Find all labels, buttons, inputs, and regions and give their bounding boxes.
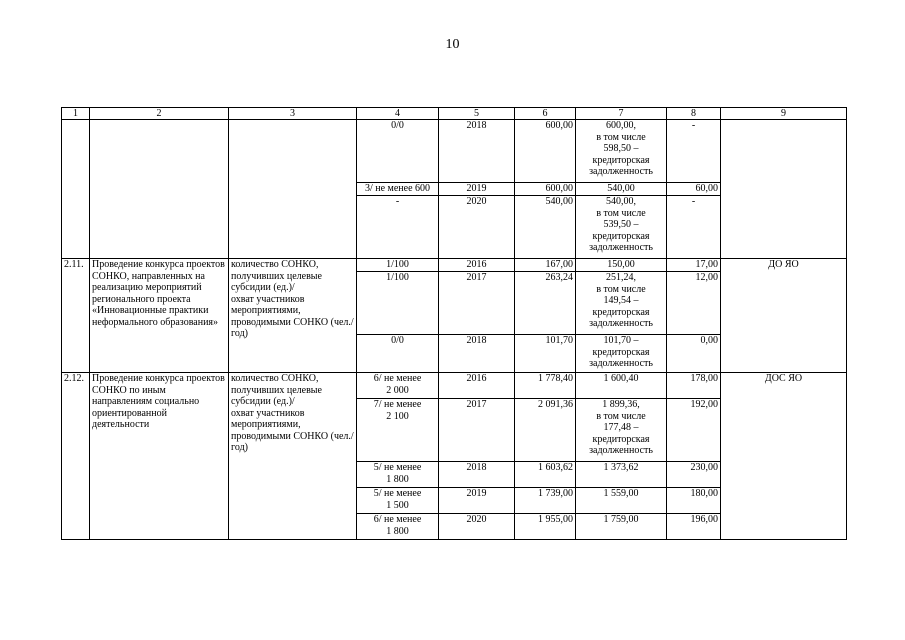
amount-cell: 17,00: [667, 259, 721, 272]
responsible-cell: [721, 120, 847, 259]
amount-cell: 1 739,00: [515, 488, 576, 514]
target-cell: 5/ не менее 1 500: [357, 488, 439, 514]
amount-cell: 0,00: [667, 335, 721, 373]
indicator-cell: количество СОНКО, получивших целевые субсидии (ед.)/ охват участников мероприятиями, проводимыми СОНКО (чел./год): [229, 259, 357, 373]
indicator-cell: количество СОНКО, получивших целевые субсидии (ед.)/ охват участников мероприятиями, проводимыми СОНКО (чел./год): [229, 373, 357, 540]
amount-cell: 600,00: [515, 183, 576, 196]
amount-cell: 196,00: [667, 514, 721, 540]
header-cell: 7: [576, 108, 667, 120]
target-cell: 6/ не менее 2 000: [357, 373, 439, 399]
desc-cell: [90, 120, 229, 259]
header-cell: 9: [721, 108, 847, 120]
num-cell: 2.11.: [62, 259, 90, 373]
table-row: [62, 259, 847, 272]
desc-cell: Проведение конкурса проектов СОНКО по иным направлениям социально ориентированной деятельности: [90, 373, 229, 540]
amount-cell: 178,00: [667, 373, 721, 399]
amount-cell: 230,00: [667, 462, 721, 488]
num-cell: [62, 120, 90, 259]
amount-cell: 2 091,36: [515, 399, 576, 462]
amount-detail-cell: 150,00: [576, 259, 667, 272]
amount-detail-cell: 540,00, в том числе 539,50 – кредиторская задолженность: [576, 196, 667, 259]
num-cell: 2.12.: [62, 373, 90, 540]
amount-cell: -: [667, 196, 721, 259]
header-cell: 6: [515, 108, 576, 120]
header-row: [62, 108, 847, 120]
year-cell: 2016: [439, 259, 515, 272]
header-cell: 2: [90, 108, 229, 120]
year-cell: 2018: [439, 120, 515, 183]
amount-cell: 1 955,00: [515, 514, 576, 540]
target-cell: 1/100: [357, 259, 439, 272]
amount-cell: 1 603,62: [515, 462, 576, 488]
year-cell: 2018: [439, 335, 515, 373]
responsible-cell: ДОС ЯО: [721, 373, 847, 540]
table-row: [62, 373, 847, 399]
amount-detail-cell: 1 600,40: [576, 373, 667, 399]
target-cell: -: [357, 196, 439, 259]
program-table: [61, 107, 847, 540]
target-cell: 0/0: [357, 335, 439, 373]
amount-detail-cell: 251,24, в том числе 149,54 – кредиторская задолженность: [576, 272, 667, 335]
header-cell: 8: [667, 108, 721, 120]
target-cell: 7/ не менее 2 100: [357, 399, 439, 462]
target-cell: 6/ не менее 1 800: [357, 514, 439, 540]
amount-cell: 12,00: [667, 272, 721, 335]
responsible-cell: ДО ЯО: [721, 259, 847, 373]
header-cell: 5: [439, 108, 515, 120]
amount-detail-cell: 1 899,36, в том числе 177,48 – кредиторская задолженность: [576, 399, 667, 462]
amount-cell: -: [667, 120, 721, 183]
year-cell: 2016: [439, 373, 515, 399]
year-cell: 2019: [439, 183, 515, 196]
desc-cell: Проведение конкурса проектов СОНКО, направленных на реализацию мероприятий регионального проекта «Инновационные практики неформального образования»: [90, 259, 229, 373]
target-cell: 1/100: [357, 272, 439, 335]
target-cell: 5/ не менее 1 800: [357, 462, 439, 488]
amount-detail-cell: 1 559,00: [576, 488, 667, 514]
amount-detail-cell: 101,70 – кредиторская задолженность: [576, 335, 667, 373]
amount-detail-cell: 600,00, в том числе 598,50 – кредиторская задолженность: [576, 120, 667, 183]
header-cell: 3: [229, 108, 357, 120]
year-cell: 2017: [439, 272, 515, 335]
amount-cell: 101,70: [515, 335, 576, 373]
year-cell: 2018: [439, 462, 515, 488]
amount-cell: 192,00: [667, 399, 721, 462]
header-cell: 1: [62, 108, 90, 120]
target-cell: 0/0: [357, 120, 439, 183]
indicator-cell: [229, 120, 357, 259]
target-cell: 3/ не менее 600: [357, 183, 439, 196]
amount-cell: 180,00: [667, 488, 721, 514]
year-cell: 2020: [439, 196, 515, 259]
amount-detail-cell: 1 373,62: [576, 462, 667, 488]
amount-cell: 600,00: [515, 120, 576, 183]
amount-cell: 60,00: [667, 183, 721, 196]
amount-detail-cell: 1 759,00: [576, 514, 667, 540]
amount-cell: 1 778,40: [515, 373, 576, 399]
amount-detail-cell: 540,00: [576, 183, 667, 196]
amount-cell: 540,00: [515, 196, 576, 259]
year-cell: 2019: [439, 488, 515, 514]
table-row: [62, 120, 847, 183]
year-cell: 2020: [439, 514, 515, 540]
page-number: 10: [445, 37, 460, 52]
year-cell: 2017: [439, 399, 515, 462]
amount-cell: 167,00: [515, 259, 576, 272]
header-cell: 4: [357, 108, 439, 120]
amount-cell: 263,24: [515, 272, 576, 335]
